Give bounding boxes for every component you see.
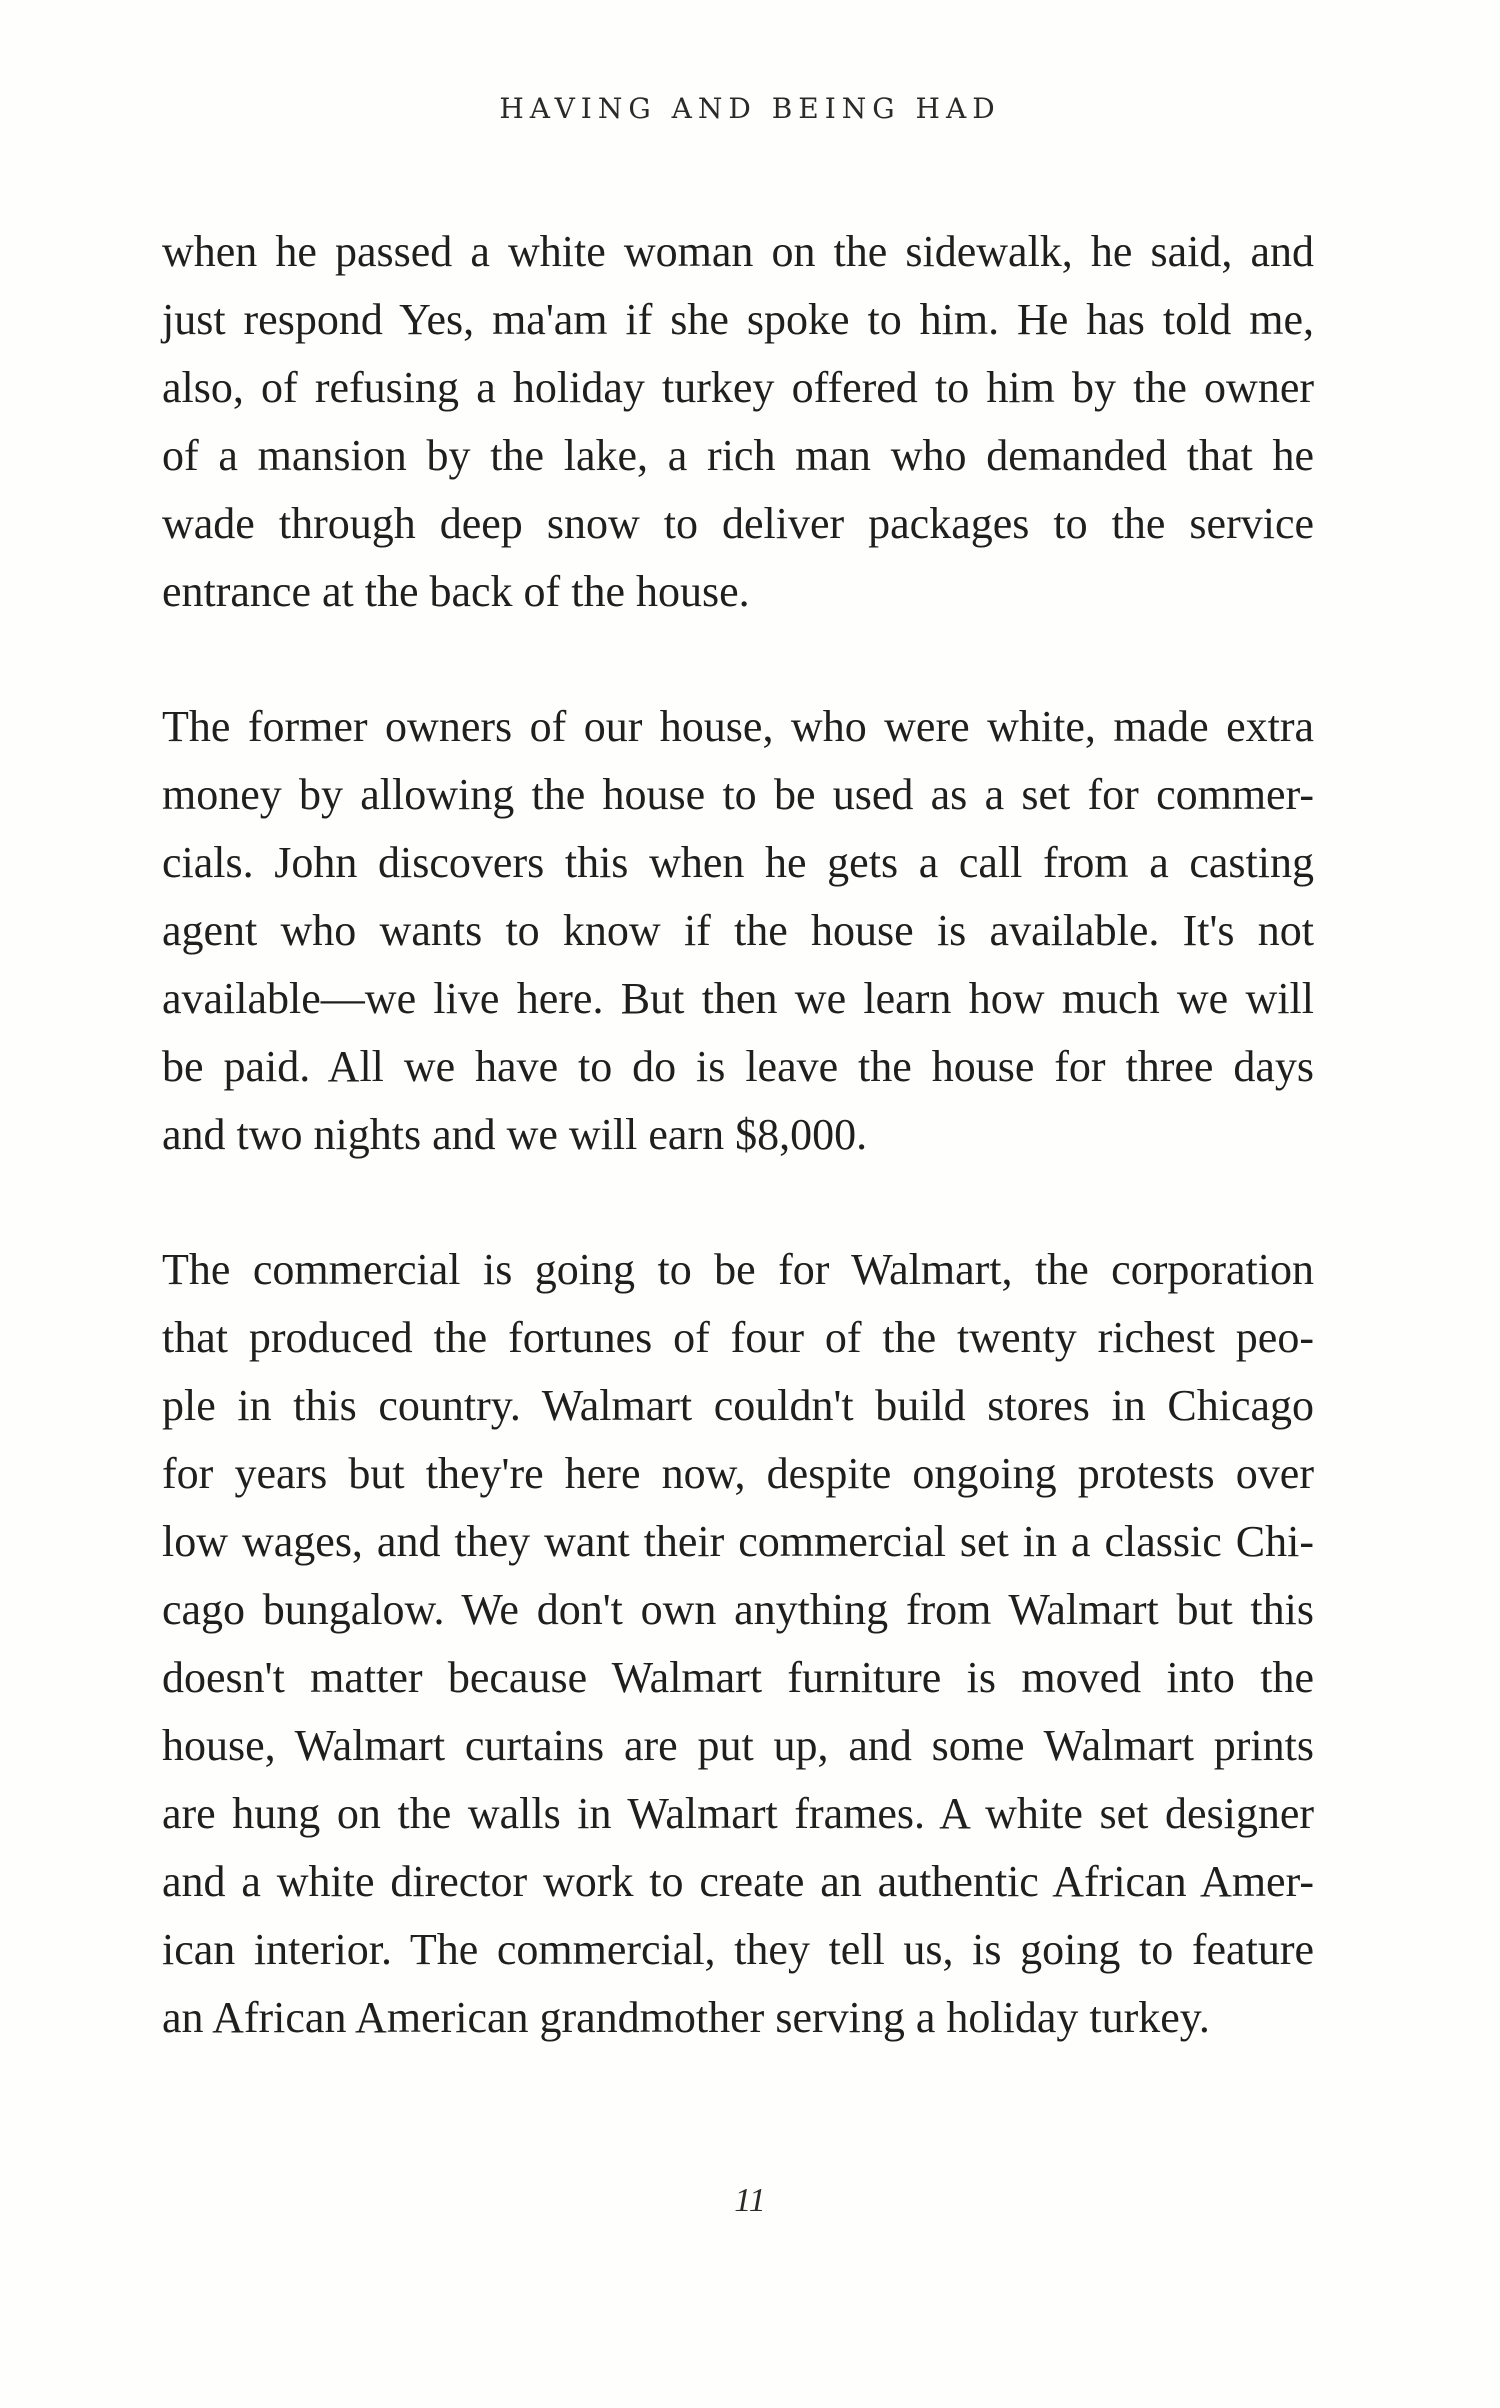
text-line: be paid. All we have to do is leave the house for three days: [162, 1042, 1314, 1091]
text-line: also, of refusing a holiday turkey offered to him by the owner: [162, 363, 1314, 412]
text-line: when he passed a white woman on the sidewalk, he said, and: [162, 227, 1314, 276]
text-line: low wages, and they want their commercial set in a classic Chi-: [162, 1517, 1314, 1566]
text-line: an African American grandmother serving a holiday turkey.: [162, 1993, 1210, 2042]
text-line: and a white director work to create an authentic African Amer-: [162, 1857, 1314, 1906]
text-line: cago bungalow. We don't own anything from Walmart but this: [162, 1585, 1314, 1634]
body-text: [162, 218, 1314, 2119]
text-line: available—we live here. But then we learn how much we will: [162, 974, 1314, 1023]
text-line: are hung on the walls in Walmart frames. A white set designer: [162, 1789, 1314, 1838]
paragraph-1: [162, 218, 1314, 626]
text-line: agent who wants to know if the house is available. It's not: [162, 906, 1314, 955]
text-line: The former owners of our house, who were white, made extra: [162, 702, 1314, 751]
page-number: 11: [734, 2182, 766, 2219]
text-line: entrance at the back of the house.: [162, 567, 750, 616]
text-line: that produced the fortunes of four of the twenty richest peo-: [162, 1313, 1314, 1362]
text-line: cials. John discovers this when he gets a call from a casting: [162, 838, 1314, 887]
text-line: money by allowing the house to be used as a set for commer-: [162, 770, 1314, 819]
text-line: of a mansion by the lake, a rich man who demanded that he: [162, 431, 1314, 480]
paragraph-2: [162, 693, 1314, 1169]
text-line: house, Walmart curtains are put up, and some Walmart prints: [162, 1721, 1314, 1770]
text-line: ican interior. The commercial, they tell us, is going to feature: [162, 1925, 1314, 1974]
text-line: for years but they're here now, despite ongoing protests over: [162, 1449, 1314, 1498]
text-line: and two nights and we will earn $8,000.: [162, 1110, 868, 1159]
text-line: ple in this country. Walmart couldn't build stores in Chicago: [162, 1381, 1314, 1430]
running-head: HAVING AND BEING HAD: [499, 92, 1001, 125]
paragraph-3: [162, 1236, 1314, 2052]
text-line: just respond Yes, ma'am if she spoke to him. He has told me,: [162, 295, 1314, 344]
text-line: The commercial is going to be for Walmart, the corporation: [162, 1245, 1314, 1294]
text-line: doesn't matter because Walmart furniture is moved into the: [162, 1653, 1314, 1702]
text-line: wade through deep snow to deliver packages to the service: [162, 499, 1314, 548]
